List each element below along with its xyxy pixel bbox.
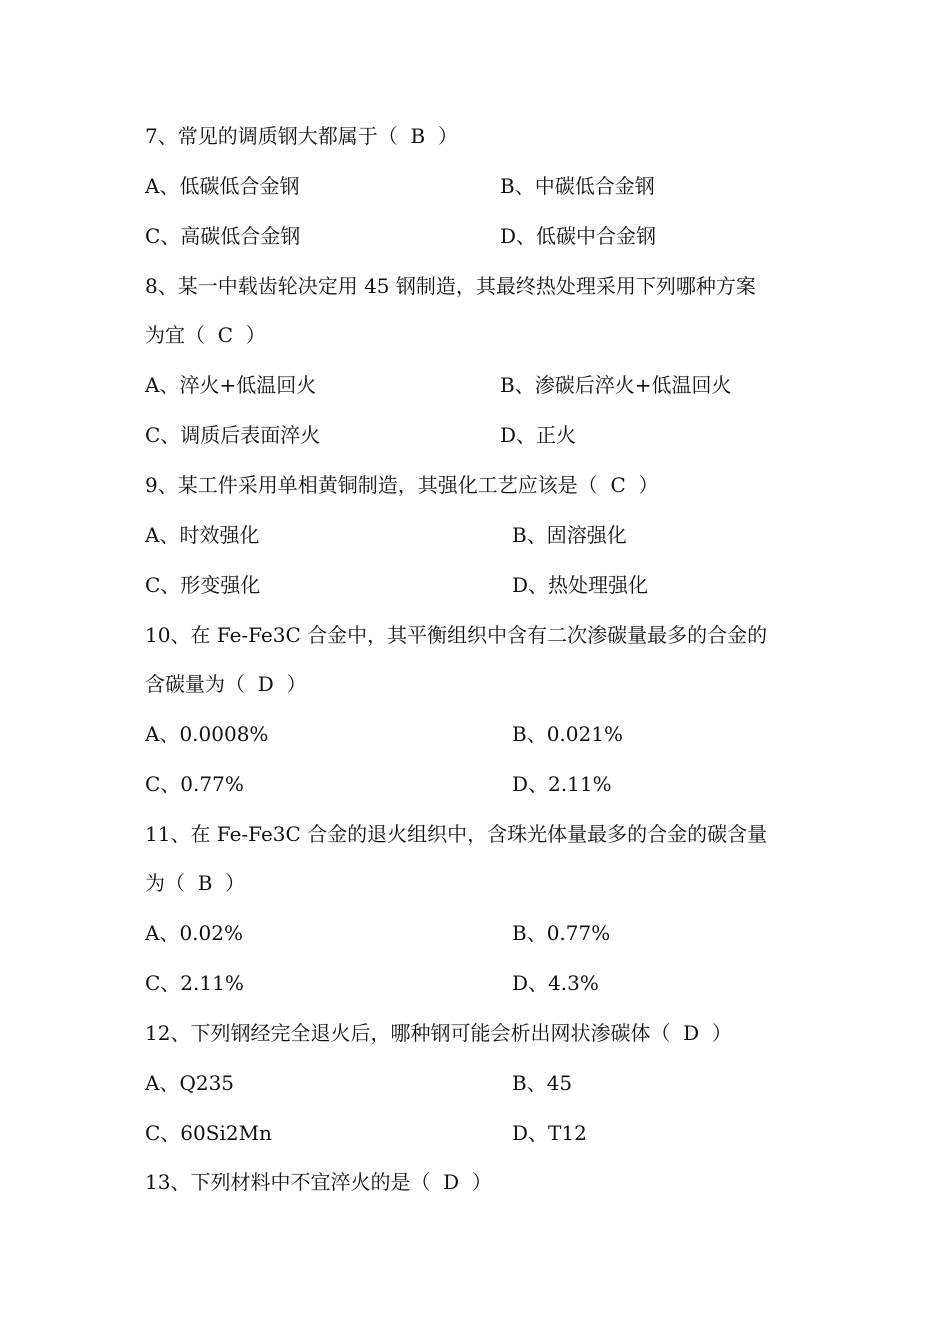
question-8-text-line-1: 8、某一中载齿轮决定用 45 钢制造，其最终热处理采用下列哪种方案 <box>145 274 756 298</box>
question-11-option-a: A、0.02% <box>145 921 243 945</box>
question-10-option-c: C、0.77% <box>145 772 244 796</box>
question-7-option-d: D、低碳中合金钢 <box>500 224 657 248</box>
question-10-text-line-1: 10、在 Fe-Fe3C 合金中，其平衡组织中含有二次渗碳量最多的合金的 <box>145 623 768 647</box>
question-8-option-b: B、渗碳后淬火+低温回火 <box>500 373 732 397</box>
question-12-option-a: A、Q235 <box>145 1071 235 1095</box>
question-10-option-a: A、0.0008% <box>145 722 269 746</box>
question-8-option-d: D、正火 <box>500 423 577 447</box>
question-11-option-b: B、0.77% <box>512 921 611 945</box>
question-9-option-a: A、时效强化 <box>145 523 260 547</box>
question-7-option-a: A、低碳低合金钢 <box>145 174 300 198</box>
question-11-text-line-2: 为（ B ） <box>145 871 246 895</box>
question-8-option-a: A、淬火+低温回火 <box>145 373 317 397</box>
question-9-option-c: C、形变强化 <box>145 573 261 597</box>
question-12-option-b: B、45 <box>512 1071 573 1095</box>
question-7-option-c: C、高碳低合金钢 <box>145 224 301 248</box>
question-11-option-d: D、4.3% <box>512 971 599 995</box>
question-10-option-b: B、0.021% <box>512 722 623 746</box>
question-7-option-b: B、中碳低合金钢 <box>500 174 655 198</box>
question-12-text: 12、下列钢经完全退火后，哪种钢可能会析出网状渗碳体（ D ） <box>145 1021 732 1045</box>
question-8-text-line-2: 为宜（ C ） <box>145 323 266 347</box>
question-13-text: 13、下列材料中不宜淬火的是（ D ） <box>145 1170 492 1194</box>
question-11-option-c: C、2.11% <box>145 971 244 995</box>
question-8-option-c: C、调质后表面淬火 <box>145 423 321 447</box>
question-11-text-line-1: 11、在 Fe-Fe3C 合金的退火组织中，含珠光体量最多的合金的碳含量 <box>145 822 768 846</box>
question-10-option-d: D、2.11% <box>512 772 612 796</box>
question-10-text-line-2: 含碳量为（ D ） <box>145 672 307 696</box>
question-9-option-d: D、热处理强化 <box>512 573 649 597</box>
question-9-text: 9、某工件采用单相黄铜制造，其强化工艺应该是（ C ） <box>145 473 659 497</box>
question-7-text: 7、常见的调质钢大都属于（ B ） <box>145 124 458 148</box>
question-12-option-d: D、T12 <box>512 1121 587 1145</box>
question-12-option-c: C、60Si2Mn <box>145 1121 272 1145</box>
question-9-option-b: B、固溶强化 <box>512 523 627 547</box>
